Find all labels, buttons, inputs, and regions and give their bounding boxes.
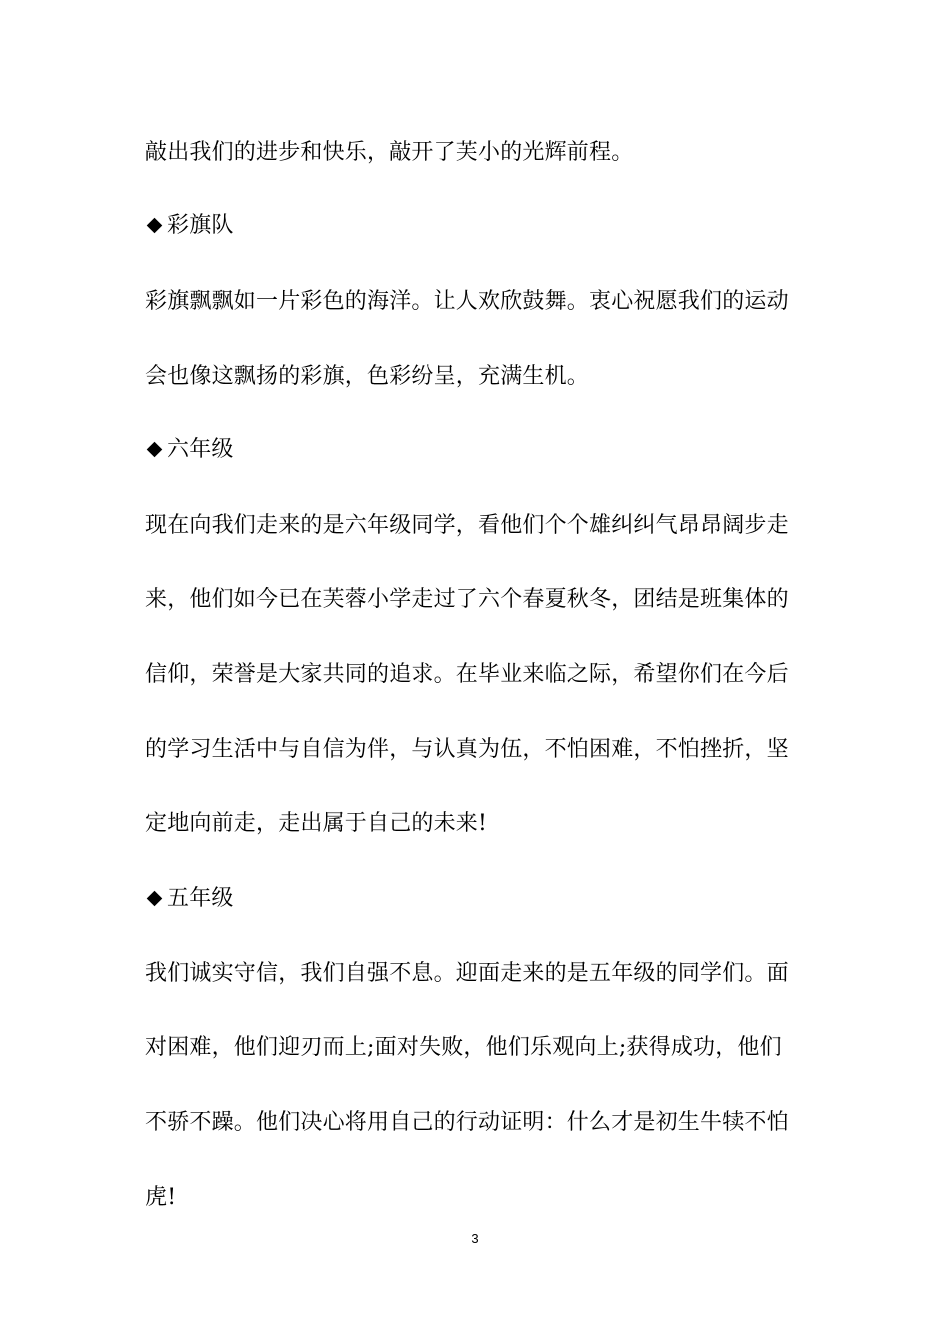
section-heading-grade-five [145, 884, 815, 914]
paragraph-line: 定地向前走，走出属于自己的未来! [145, 811, 488, 836]
paragraph-line: 的学习生活中与自信为伴，与认真为伍，不怕困难，不怕挫折，坚 [145, 737, 789, 762]
section-heading-label: 六年级 [167, 437, 234, 462]
diamond-bullet-icon [147, 890, 163, 906]
diamond-bullet-icon [147, 217, 163, 233]
diamond-bullet-icon [147, 441, 163, 457]
paragraph-line: 对困难，他们迎刃而上;面对失败，他们乐观向上;获得成功，他们 [145, 1035, 782, 1060]
paragraph-line: 信仰，荣誉是大家共同的追求。在毕业来临之际，希望你们在今后 [145, 662, 789, 687]
paragraph-line: 虎! [145, 1185, 177, 1210]
paragraph-line: 我们诚实守信，我们自强不息。迎面走来的是五年级的同学们。面 [145, 961, 789, 986]
paragraph-line: 现在向我们走来的是六年级同学，看他们个个雄纠纠气昂昂阔步走 [145, 513, 789, 538]
section-heading-grade-six [145, 435, 815, 465]
paragraph-line: 来，他们如今已在芙蓉小学走过了六个春夏秋冬，团结是班集体的 [145, 587, 789, 612]
section-heading-flag-team [145, 211, 815, 241]
section-heading-label: 彩旗队 [167, 213, 234, 238]
paragraph-line: 会也像这飘扬的彩旗，色彩纷呈，充满生机。 [145, 364, 590, 389]
paragraph-line: 彩旗飘飘如一片彩色的海洋。让人欢欣鼓舞。衷心祝愿我们的运动 [145, 289, 789, 314]
page-number: 3 [471, 1231, 479, 1246]
paragraph-line: 不骄不躁。他们决心将用自己的行动证明：什么才是初生牛犊不怕 [145, 1110, 789, 1135]
paragraph-line: 敲出我们的进步和快乐，敲开了芙小的光辉前程。 [145, 140, 634, 165]
section-heading-label: 五年级 [167, 886, 234, 911]
